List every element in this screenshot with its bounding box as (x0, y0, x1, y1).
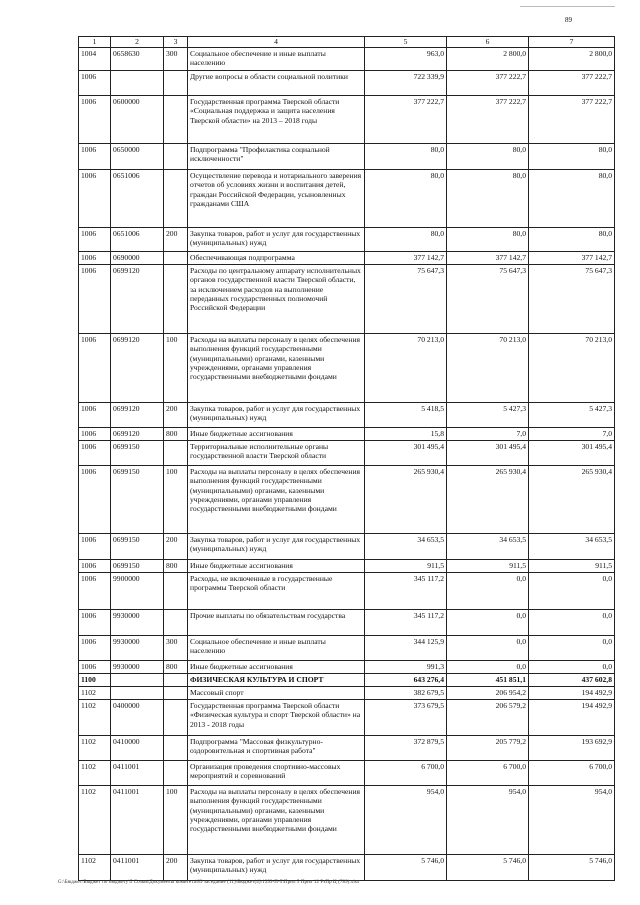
table-row (79, 265, 615, 334)
amount-col-7: 0,0 (529, 610, 615, 636)
amount-col-7: 80,0 (529, 144, 615, 170)
expense-type-code: 300 (164, 48, 188, 71)
target-article-code: 9930000 (111, 636, 164, 661)
amount-col-6: 7,0 (447, 428, 529, 441)
amount-col-5: 5 418,5 (365, 403, 447, 428)
item-name: Расходы, не включенные в государственные программы Тверской области (188, 573, 365, 610)
table-row (79, 573, 615, 610)
target-article-code: 0650000 (111, 144, 164, 170)
section-code: 1006 (79, 560, 111, 573)
item-name: Расходы на выплаты персоналу в целях обеспечения выполнения функций государственными (муниципальными) органами, казенными учреждениями, органами управления государственными внебюджетными фондами (188, 786, 365, 855)
target-article-code (111, 674, 164, 687)
table-row (79, 674, 615, 687)
amount-col-5: 372 879,5 (365, 736, 447, 761)
table-row (79, 48, 615, 71)
target-article-code: 9930000 (111, 661, 164, 674)
section-code: 1102 (79, 855, 111, 881)
item-name: Иные бюджетные ассигнования (188, 428, 365, 441)
target-article-code (111, 687, 164, 700)
section-code: 1102 (79, 700, 111, 736)
expense-type-code (164, 265, 188, 334)
page-number: 89 (565, 16, 572, 24)
amount-col-6: 265 930,4 (447, 466, 529, 534)
amount-col-5: 373 679,5 (365, 700, 447, 736)
section-code: 1006 (79, 441, 111, 466)
expense-type-code (164, 761, 188, 786)
target-article-code: 0699150 (111, 560, 164, 573)
amount-col-6: 80,0 (447, 144, 529, 170)
expense-type-code (164, 700, 188, 736)
amount-col-7: 5 427,3 (529, 403, 615, 428)
target-article-code: 0651006 (111, 170, 164, 228)
expense-type-code: 200 (164, 403, 188, 428)
amount-col-6: 5 427,3 (447, 403, 529, 428)
amount-col-7: 377 142,7 (529, 252, 615, 265)
expense-type-code (164, 736, 188, 761)
amount-col-6: 206 579,2 (447, 700, 529, 736)
amount-col-7: 0,0 (529, 573, 615, 610)
amount-col-5: 75 647,3 (365, 265, 447, 334)
amount-col-5: 991,3 (365, 661, 447, 674)
target-article-code: 0699150 (111, 466, 164, 534)
amount-col-7: 377 222,7 (529, 71, 615, 96)
item-name: Другие вопросы в области социальной политики (188, 71, 365, 96)
expense-type-code (164, 441, 188, 466)
target-article-code: 0699120 (111, 265, 164, 334)
section-code: 1006 (79, 170, 111, 228)
amount-col-5: 722 339,9 (365, 71, 447, 96)
amount-col-6: 0,0 (447, 636, 529, 661)
amount-col-5: 911,5 (365, 560, 447, 573)
amount-col-7: 34 653,5 (529, 534, 615, 560)
expense-type-code: 100 (164, 334, 188, 403)
header-cell: 2 (111, 37, 164, 48)
item-name: Государственная программа Тверской области «Социальная поддержка и защита населения Тверской области» на 2013 – 2018 годы (188, 96, 365, 144)
amount-col-6: 80,0 (447, 170, 529, 228)
table-row (79, 96, 615, 144)
amount-col-7: 0,0 (529, 636, 615, 661)
amount-col-7: 6 700,0 (529, 761, 615, 786)
table-row (79, 736, 615, 761)
amount-col-5: 301 495,4 (365, 441, 447, 466)
file-path-footer: G:\Бюджет\Бюджет по бюджету\5 Созыв\Документы комитета\89 заседание (11)\Бюджет(4)\1393-П-5\Прил 5 Прил 12 РзПр Ц (789).xlsx (58, 880, 360, 885)
amount-col-6: 70 213,0 (447, 334, 529, 403)
amount-col-5: 963,0 (365, 48, 447, 71)
expense-type-code (164, 610, 188, 636)
header-cell: 4 (188, 37, 365, 48)
amount-col-7: 194 492,9 (529, 687, 615, 700)
amount-col-5: 6 700,0 (365, 761, 447, 786)
amount-col-5: 345 117,2 (365, 610, 447, 636)
amount-col-5: 80,0 (365, 228, 447, 252)
amount-col-6: 5 746,0 (447, 855, 529, 881)
expense-type-code (164, 170, 188, 228)
section-code: 1006 (79, 636, 111, 661)
amount-col-5: 954,0 (365, 786, 447, 855)
amount-col-5: 70 213,0 (365, 334, 447, 403)
target-article-code: 9930000 (111, 610, 164, 636)
table-row (79, 403, 615, 428)
amount-col-7: 75 647,3 (529, 265, 615, 334)
amount-col-7: 5 746,0 (529, 855, 615, 881)
amount-col-6: 80,0 (447, 228, 529, 252)
target-article-code: 0400000 (111, 700, 164, 736)
expense-type-code (164, 674, 188, 687)
table-row (79, 560, 615, 573)
header-cell: 5 (365, 37, 447, 48)
table-row (79, 761, 615, 786)
expense-type-code: 200 (164, 228, 188, 252)
expense-type-code (164, 252, 188, 265)
table-row (79, 786, 615, 855)
section-code: 1100 (79, 674, 111, 687)
section-code: 1006 (79, 573, 111, 610)
table-body (79, 48, 615, 881)
item-name: Расходы на выплаты персоналу в целях обеспечения выполнения функций государственными (муниципальными) органами, казенными учреждениями, органами управления государственными внебюджетными фондами (188, 466, 365, 534)
table-row (79, 441, 615, 466)
amount-col-5: 265 930,4 (365, 466, 447, 534)
item-name: Государственная программа Тверской области «Физическая культура и спорт Тверской области» на 2013 - 2018 годы (188, 700, 365, 736)
item-name: Подпрограмма "Профилактика социальной исключенности" (188, 144, 365, 170)
section-code: 1006 (79, 265, 111, 334)
expense-type-code: 200 (164, 534, 188, 560)
target-article-code: 0699150 (111, 441, 164, 466)
section-code: 1006 (79, 610, 111, 636)
amount-col-5: 5 746,0 (365, 855, 447, 881)
amount-col-6: 0,0 (447, 661, 529, 674)
target-article-code: 0411001 (111, 761, 164, 786)
amount-col-6: 0,0 (447, 610, 529, 636)
amount-col-6: 2 800,0 (447, 48, 529, 71)
amount-col-6: 377 222,7 (447, 96, 529, 144)
amount-col-7: 377 222,7 (529, 96, 615, 144)
amount-col-6: 205 779,2 (447, 736, 529, 761)
header-row (79, 37, 615, 48)
item-name: Организация проведения спортивно-массовых мероприятий и соревнований (188, 761, 365, 786)
amount-col-6: 75 647,3 (447, 265, 529, 334)
target-article-code: 0690000 (111, 252, 164, 265)
amount-col-5: 80,0 (365, 144, 447, 170)
top-rule (520, 6, 615, 7)
item-name: Массовый спорт (188, 687, 365, 700)
section-code: 1006 (79, 661, 111, 674)
amount-col-7: 911,5 (529, 560, 615, 573)
item-name: Социальное обеспечение и иные выплаты населению (188, 48, 365, 71)
expense-type-code (164, 573, 188, 610)
amount-col-7: 193 692,9 (529, 736, 615, 761)
amount-col-7: 194 492,9 (529, 700, 615, 736)
expense-type-code (164, 687, 188, 700)
section-code: 1102 (79, 687, 111, 700)
table-row (79, 661, 615, 674)
target-article-code: 0600000 (111, 96, 164, 144)
item-name: ФИЗИЧЕСКАЯ КУЛЬТУРА И СПОРТ (188, 674, 365, 687)
item-name: Расходы по центральному аппарату исполнительных органов государственной власти Тверской области, за исключением расходов на выполнение переданных государственных полномочий Российской Федерации (188, 265, 365, 334)
target-article-code: 0699120 (111, 403, 164, 428)
amount-col-7: 954,0 (529, 786, 615, 855)
section-code: 1006 (79, 428, 111, 441)
target-article-code: 0411001 (111, 786, 164, 855)
section-code: 1006 (79, 71, 111, 96)
item-name: Расходы на выплаты персоналу в целях обеспечения выполнения функций государственными (муниципальными) органами, казенными учреждениями, органами управления государственными внебюджетными фондами (188, 334, 365, 403)
amount-col-5: 377 142,7 (365, 252, 447, 265)
amount-col-5: 80,0 (365, 170, 447, 228)
amount-col-7: 301 495,4 (529, 441, 615, 466)
item-name: Обеспечивающая подпрограмма (188, 252, 365, 265)
item-name: Закупка товаров, работ и услуг для государственных (муниципальных) нужд (188, 855, 365, 881)
expense-type-code: 100 (164, 466, 188, 534)
expense-type-code: 200 (164, 855, 188, 881)
amount-col-5: 382 679,5 (365, 687, 447, 700)
table-row (79, 71, 615, 96)
section-code: 1006 (79, 466, 111, 534)
expense-type-code: 300 (164, 636, 188, 661)
target-article-code: 0411001 (111, 855, 164, 881)
item-name: Подпрограмма "Массовая физкультурно-оздоровительная и спортивная работа" (188, 736, 365, 761)
table-row (79, 687, 615, 700)
amount-col-6: 6 700,0 (447, 761, 529, 786)
amount-col-5: 34 653,5 (365, 534, 447, 560)
table-row (79, 610, 615, 636)
amount-col-6: 0,0 (447, 573, 529, 610)
amount-col-7: 7,0 (529, 428, 615, 441)
header-cell: 7 (529, 37, 615, 48)
target-article-code: 0651006 (111, 228, 164, 252)
item-name: Иные бюджетные ассигнования (188, 560, 365, 573)
amount-col-5: 15,8 (365, 428, 447, 441)
amount-col-6: 377 222,7 (447, 71, 529, 96)
table-row (79, 228, 615, 252)
target-article-code: 0699120 (111, 428, 164, 441)
section-code: 1004 (79, 48, 111, 71)
section-code: 1006 (79, 144, 111, 170)
section-code: 1006 (79, 403, 111, 428)
item-name: Закупка товаров, работ и услуг для государственных (муниципальных) нужд (188, 228, 365, 252)
table-row (79, 252, 615, 265)
table-row (79, 144, 615, 170)
amount-col-6: 911,5 (447, 560, 529, 573)
expense-type-code: 100 (164, 786, 188, 855)
amount-col-7: 70 213,0 (529, 334, 615, 403)
table-row (79, 170, 615, 228)
table-row (79, 334, 615, 403)
expense-type-code: 800 (164, 560, 188, 573)
item-name: Территориальные исполнительные органы государственной власти Тверской области (188, 441, 365, 466)
amount-col-5: 344 125,9 (365, 636, 447, 661)
amount-col-7: 80,0 (529, 170, 615, 228)
budget-table (78, 36, 615, 881)
amount-col-7: 2 800,0 (529, 48, 615, 71)
amount-col-7: 437 602,8 (529, 674, 615, 687)
item-name: Иные бюджетные ассигнования (188, 661, 365, 674)
amount-col-6: 206 954,2 (447, 687, 529, 700)
header-cell: 6 (447, 37, 529, 48)
amount-col-5: 377 222,7 (365, 96, 447, 144)
section-code: 1006 (79, 228, 111, 252)
amount-col-6: 451 851,1 (447, 674, 529, 687)
expense-type-code: 800 (164, 428, 188, 441)
table-row (79, 855, 615, 881)
item-name: Прочие выплаты по обязательствам государства (188, 610, 365, 636)
section-code: 1006 (79, 252, 111, 265)
target-article-code: 0410000 (111, 736, 164, 761)
amount-col-7: 0,0 (529, 661, 615, 674)
amount-col-5: 345 117,2 (365, 573, 447, 610)
section-code: 1102 (79, 761, 111, 786)
amount-col-7: 265 930,4 (529, 466, 615, 534)
section-code: 1006 (79, 534, 111, 560)
expense-type-code: 800 (164, 661, 188, 674)
item-name: Осуществление перевода и нотариального заверения отчетов об условиях жизни и воспитания детей, граждан Российской Федерации, усыновленных гражданами США (188, 170, 365, 228)
target-article-code: 0699120 (111, 334, 164, 403)
header-cell: 3 (164, 37, 188, 48)
target-article-code: 9900000 (111, 573, 164, 610)
target-article-code: 0699150 (111, 534, 164, 560)
amount-col-6: 301 495,4 (447, 441, 529, 466)
table-row (79, 700, 615, 736)
section-code: 1006 (79, 334, 111, 403)
target-article-code: 0658630 (111, 48, 164, 71)
amount-col-5: 643 276,4 (365, 674, 447, 687)
item-name: Закупка товаров, работ и услуг для государственных (муниципальных) нужд (188, 534, 365, 560)
expense-type-code (164, 144, 188, 170)
table-row (79, 636, 615, 661)
table-row (79, 534, 615, 560)
section-code: 1102 (79, 736, 111, 761)
amount-col-6: 954,0 (447, 786, 529, 855)
target-article-code (111, 71, 164, 96)
header-cell: 1 (79, 37, 111, 48)
section-code: 1102 (79, 786, 111, 855)
amount-col-6: 377 142,7 (447, 252, 529, 265)
table-row (79, 466, 615, 534)
expense-type-code (164, 71, 188, 96)
table-row (79, 428, 615, 441)
expense-type-code (164, 96, 188, 144)
amount-col-6: 34 653,5 (447, 534, 529, 560)
item-name: Закупка товаров, работ и услуг для государственных (муниципальных) нужд (188, 403, 365, 428)
item-name: Социальное обеспечение и иные выплаты населению (188, 636, 365, 661)
amount-col-7: 80,0 (529, 228, 615, 252)
section-code: 1006 (79, 96, 111, 144)
